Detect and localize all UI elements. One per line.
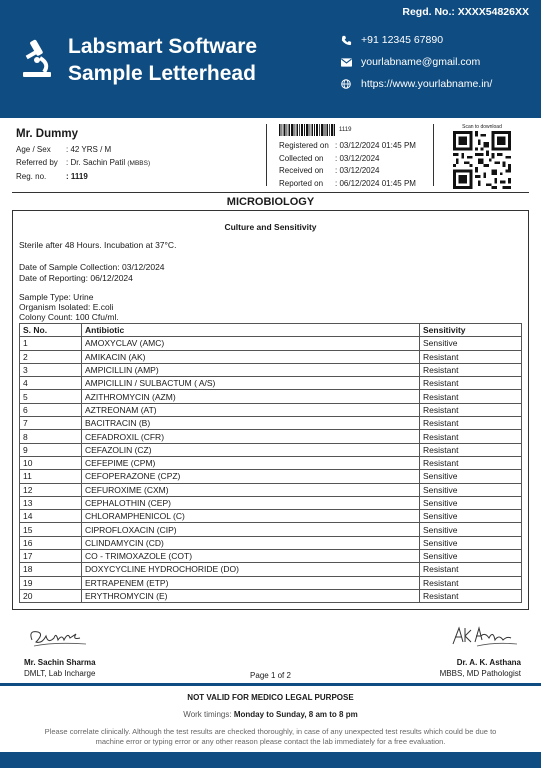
signatory-name: Mr. Sachin Sharma [24, 658, 96, 667]
registration-number: Regd. No.: XXXX54826XX [402, 6, 529, 18]
cell-sensitivity: Resistant [420, 443, 522, 456]
antibiotic-table [19, 323, 522, 603]
contact-website [340, 78, 492, 90]
signatory-role: DMLT, Lab Incharge [24, 669, 96, 678]
cell-sensitivity: Resistant [420, 403, 522, 416]
table-row [20, 363, 522, 376]
age-sex-label: Age / Sex [16, 145, 51, 154]
microscope-icon [20, 38, 54, 78]
cell-sensitivity: Resistant [420, 377, 522, 390]
cell-sno: 11 [20, 470, 82, 483]
page-number: Page 1 of 2 [250, 671, 291, 680]
reporting-date: Date of Reporting: 06/12/2024 [19, 273, 133, 283]
cell-antibiotic: CEFAZOLIN (CZ) [82, 443, 420, 456]
contact-phone [340, 34, 492, 46]
signature-image [24, 620, 96, 652]
cell-sensitivity: Resistant [420, 456, 522, 469]
table-row [20, 523, 522, 536]
cell-sno: 10 [20, 456, 82, 469]
reg-value: : 1119 [66, 172, 88, 181]
date-label: Reported on [279, 178, 324, 188]
sample-type: Sample Type: Urine [19, 292, 94, 302]
cell-sno: 6 [20, 403, 82, 416]
cell-antibiotic: CEFADROXIL (CFR) [82, 430, 420, 443]
cell-sno: 3 [20, 363, 82, 376]
cell-sno: 16 [20, 536, 82, 549]
qr-code[interactable] [453, 131, 511, 189]
table-row [20, 443, 522, 456]
not-valid-notice: NOT VALID FOR MEDICO LEGAL PURPOSE [187, 693, 354, 702]
signature-image [449, 620, 521, 652]
date-row [279, 140, 416, 153]
qr-block [448, 124, 516, 189]
qr-caption: Scan to download [462, 124, 502, 130]
cell-sensitivity: Resistant [420, 563, 522, 576]
cell-antibiotic: CLINDAMYCIN (CD) [82, 536, 420, 549]
cell-sensitivity: Sensitive [420, 536, 522, 549]
brand-line-2: Sample Letterhead [68, 62, 256, 85]
cell-antibiotic: CEFUROXIME (CXM) [82, 483, 420, 496]
cell-sno: 4 [20, 377, 82, 390]
table-row [20, 456, 522, 469]
organism-isolated: Organism Isolated: E.coli [19, 302, 114, 312]
signatory-left [24, 620, 164, 678]
timings-value: Monday to Sunday, 8 am to 8 pm [233, 710, 358, 719]
table-row [20, 483, 522, 496]
cell-antibiotic: ERYTHROMYCIN (E) [82, 589, 420, 602]
cell-sensitivity: Sensitive [420, 470, 522, 483]
table-row [20, 470, 522, 483]
test-title: Culture and Sensitivity [224, 222, 317, 232]
reg-row [16, 170, 256, 183]
cell-antibiotic: AZITHROMYCIN (AZM) [82, 390, 420, 403]
table-row [20, 576, 522, 589]
date-label: Received on [279, 166, 324, 175]
cell-antibiotic: DOXYCYCLINE HYDROCHORIDE (DO) [82, 563, 420, 576]
cell-sno: 8 [20, 430, 82, 443]
table-row [20, 550, 522, 563]
globe-icon [340, 78, 352, 90]
cell-sno: 1 [20, 337, 82, 350]
date-label: Collected on [279, 153, 324, 163]
cell-antibiotic: CHLORAMPHENICOL (C) [82, 510, 420, 523]
table-row [20, 377, 522, 390]
cell-sensitivity: Resistant [420, 390, 522, 403]
divider [433, 124, 434, 186]
contact-list [340, 34, 492, 100]
cell-sno: 12 [20, 483, 82, 496]
age-sex-row [16, 143, 256, 156]
date-row [279, 165, 416, 178]
barcode-number: 1119 [339, 127, 352, 133]
cell-sno: 15 [20, 523, 82, 536]
table-row [20, 589, 522, 602]
barcode-block [279, 124, 351, 136]
phone-text[interactable]: +91 12345 67890 [361, 34, 444, 46]
signatory-role: MBBS, MD Pathologist [439, 669, 521, 678]
cell-sensitivity: Resistant [420, 350, 522, 363]
brand-line-1: Labsmart Software [68, 35, 258, 58]
table-header-row [20, 324, 522, 337]
incubation-note: Sterile after 48 Hours. Incubation at 37°C. [19, 240, 177, 250]
table-row [20, 430, 522, 443]
cell-sno: 2 [20, 350, 82, 363]
cell-sno: 5 [20, 390, 82, 403]
cell-antibiotic: CIPROFLOXACIN (CIP) [82, 523, 420, 536]
cell-sensitivity: Resistant [420, 363, 522, 376]
contact-email [340, 56, 492, 68]
cell-sno: 13 [20, 496, 82, 509]
divider [12, 192, 529, 193]
cell-sensitivity: Resistant [420, 589, 522, 602]
cell-antibiotic: AMIKACIN (AK) [82, 350, 420, 363]
report-dates [279, 140, 416, 190]
table-row [20, 510, 522, 523]
cell-sensitivity: Sensitive [420, 337, 522, 350]
footer-bar [0, 752, 541, 768]
cell-sno: 14 [20, 510, 82, 523]
cell-antibiotic: AMPICILLIN (AMP) [82, 363, 420, 376]
report-body [12, 210, 529, 610]
cell-sno: 9 [20, 443, 82, 456]
referred-degree: (MBBS) [127, 160, 151, 167]
barcode [279, 124, 335, 136]
cell-sno: 18 [20, 563, 82, 576]
email-text[interactable]: yourlabname@gmail.com [361, 56, 481, 68]
date-value: : 03/12/2024 [335, 166, 380, 175]
referred-label: Referred by [16, 158, 58, 167]
collection-date: Date of Sample Collection: 03/12/2024 [19, 262, 165, 272]
date-value: : 03/12/2024 01:45 PM [335, 141, 416, 150]
cell-antibiotic: CEFOPERAZONE (CPZ) [82, 470, 420, 483]
cell-sensitivity: Sensitive [420, 523, 522, 536]
cell-sensitivity: Resistant [420, 430, 522, 443]
disclaimer: Please correlate clinically. Although the test results are checked thoroughly, in case of any unexpected test results which could be due to machine error or typing error or any other reason please contact the lab immediately for a free evaluation. [44, 727, 497, 746]
table-row [20, 496, 522, 509]
cell-sno: 20 [20, 589, 82, 602]
referred-doctor: : Dr. Sachin Patil [66, 158, 126, 167]
cell-sno: 17 [20, 550, 82, 563]
work-timings [0, 710, 541, 719]
col-header-sno: S. No. [20, 324, 82, 337]
signatory-name: Dr. A. K. Asthana [456, 658, 521, 667]
cell-sensitivity: Sensitive [420, 483, 522, 496]
date-row [279, 178, 416, 191]
cell-antibiotic: CEFEPIME (CPM) [82, 456, 420, 469]
table-row [20, 417, 522, 430]
table-row [20, 536, 522, 549]
mail-icon [340, 56, 352, 68]
table-row [20, 350, 522, 363]
date-row [279, 153, 416, 166]
age-sex-value: : 42 YRS / M [66, 145, 112, 154]
table-row [20, 390, 522, 403]
referred-row [16, 156, 256, 170]
table-row [20, 563, 522, 576]
table-row [20, 403, 522, 416]
section-title: MICROBIOLOGY [226, 196, 315, 208]
footer-rule [0, 683, 541, 686]
cell-sensitivity: Sensitive [420, 496, 522, 509]
date-value: : 03/12/2024 [335, 153, 380, 163]
cell-sensitivity: Sensitive [420, 510, 522, 523]
cell-antibiotic: CEPHALOTHIN (CEP) [82, 496, 420, 509]
referred-value [66, 156, 150, 170]
col-header-sensitivity: Sensitivity [420, 324, 522, 337]
reg-label: Reg. no. [16, 172, 47, 181]
timings-label: Work timings: [183, 710, 232, 719]
date-value: : 06/12/2024 01:45 PM [335, 178, 416, 188]
cell-antibiotic: BACITRACIN (B) [82, 417, 420, 430]
table-row [20, 337, 522, 350]
website-text[interactable]: https://www.yourlabname.in/ [361, 78, 493, 90]
cell-antibiotic: AZTREONAM (AT) [82, 403, 420, 416]
patient-name: Mr. Dummy [16, 128, 78, 140]
patient-info [16, 128, 256, 183]
cell-sensitivity: Resistant [420, 417, 522, 430]
cell-antibiotic: AMPICILLIN / SULBACTUM ( A/S) [82, 377, 420, 390]
date-label: Registered on [279, 141, 329, 150]
brand-name [68, 33, 257, 87]
cell-sno: 7 [20, 417, 82, 430]
phone-icon [340, 34, 352, 46]
signatory-right [381, 620, 521, 678]
colony-count: Colony Count: 100 Cfu/ml. [19, 312, 119, 322]
cell-antibiotic: ERTRAPENEM (ETP) [82, 576, 420, 589]
col-header-antibiotic: Antibiotic [82, 324, 420, 337]
cell-antibiotic: AMOXYCLAV (AMC) [82, 337, 420, 350]
cell-sensitivity: Resistant [420, 576, 522, 589]
cell-antibiotic: CO - TRIMOXAZOLE (COT) [82, 550, 420, 563]
cell-sensitivity: Sensitive [420, 550, 522, 563]
divider [266, 124, 267, 186]
cell-sno: 19 [20, 576, 82, 589]
letterhead-header [0, 0, 541, 118]
